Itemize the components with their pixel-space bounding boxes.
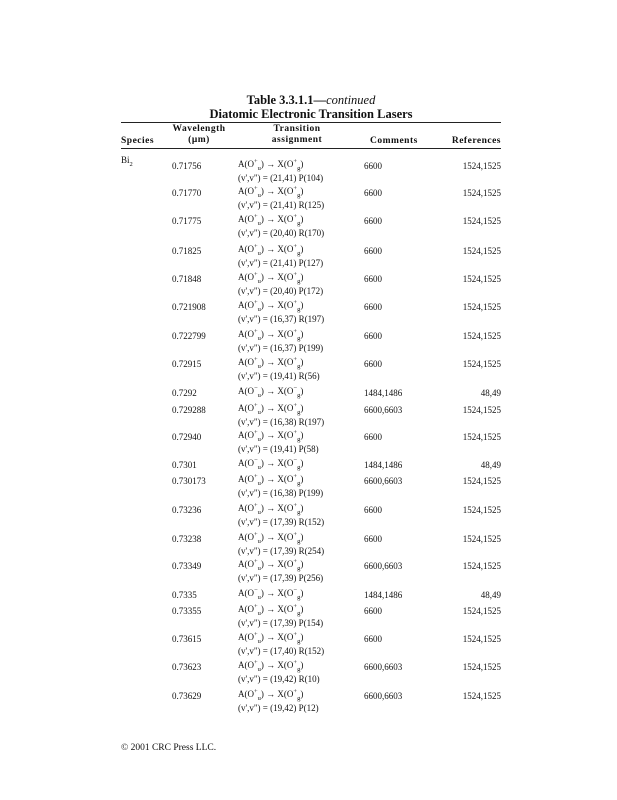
references-cell: 48,49: [480, 388, 501, 398]
arrow-icon: →: [263, 186, 278, 196]
footer-copyright: © 2001 CRC Press LLC.: [121, 743, 217, 753]
transition-cell: [238, 300, 303, 311]
wavelength-cell: 0.7292: [172, 388, 197, 398]
upper-state: $A(O^+_u)$: [238, 402, 264, 416]
arrow-icon: →: [263, 588, 278, 598]
lower-state: $X(O^+_g)$: [277, 429, 304, 443]
continued-label: continued: [326, 93, 376, 107]
vibrational-assignment: (v',v") = (21,41) P(104): [238, 173, 324, 183]
transition-cell: [238, 632, 303, 643]
table-subtitle: Diatomic Electronic Transition Lasers: [209, 107, 413, 121]
references-cell: 48,49: [480, 460, 501, 470]
vibrational-assignment: (v',v") = (17,39) R(254): [238, 546, 325, 556]
arrow-icon: →: [263, 244, 278, 254]
wavelength-cell: 0.71775: [172, 216, 202, 226]
vibrational-assignment: (v',v") = (16,37) R(197): [238, 314, 325, 324]
transition-cell: [238, 186, 303, 197]
vibrational-assignment: (v',v") = (17,39) P(256): [238, 573, 324, 583]
wavelength-cell: 0.730173: [172, 476, 206, 486]
upper-state: $A(O^+_u)$: [238, 473, 264, 487]
wavelength-cell: 0.7301: [172, 460, 197, 470]
lower-state: $X(O^+_g)$: [277, 213, 304, 227]
wavelength-cell: 0.721908: [172, 302, 206, 312]
lower-state: $X(O^-_g)$: [277, 457, 304, 471]
wavelength-cell: 0.73629: [172, 691, 202, 701]
vibrational-assignment: (v',v") = (17,39) R(152): [238, 517, 325, 527]
lower-state: $X(O^+_g)$: [277, 271, 304, 285]
upper-state: $A(O^+_u)$: [238, 631, 264, 645]
references-cell: 1524,1525: [462, 246, 501, 256]
arrow-icon: →: [263, 403, 278, 413]
lower-state: $X(O^+_g)$: [277, 473, 304, 487]
arrow-icon: →: [263, 386, 278, 396]
comments-cell: 6600: [364, 505, 382, 515]
transition-cell: [238, 357, 303, 368]
references-cell: 1524,1525: [462, 161, 501, 171]
transition-cell: [238, 660, 303, 671]
wavelength-cell: 0.73238: [172, 534, 202, 544]
comments-cell: 6600: [364, 634, 382, 644]
comments-cell: 6600: [364, 606, 382, 616]
header-rule: [121, 148, 501, 149]
header-species: Species: [121, 136, 155, 146]
references-cell: 1524,1525: [462, 302, 501, 312]
wavelength-cell: 0.7335: [172, 590, 197, 600]
lower-state: $X(O^+_g)$: [277, 328, 304, 342]
wavelength-cell: 0.71756: [172, 161, 202, 171]
comments-cell: 6600,6603: [364, 691, 403, 701]
references-cell: 1524,1525: [462, 505, 501, 515]
arrow-icon: →: [263, 357, 278, 367]
arrow-icon: →: [263, 214, 278, 224]
table-title: [121, 94, 501, 107]
upper-state: $A(O^+_u)$: [238, 429, 264, 443]
wavelength-cell: 0.73615: [172, 634, 202, 644]
arrow-icon: →: [263, 604, 278, 614]
references-cell: 1524,1525: [462, 662, 501, 672]
comments-cell: 6600: [364, 331, 382, 341]
vibrational-assignment: (v',v") = (17,40) R(152): [238, 646, 325, 656]
upper-state: $A(O^+_u)$: [238, 356, 264, 370]
wavelength-cell: 0.729288: [172, 405, 206, 415]
transition-cell: [238, 214, 303, 225]
upper-state: $A(O^+_u)$: [238, 502, 264, 516]
arrow-icon: →: [263, 660, 278, 670]
comments-cell: 6600,6603: [364, 405, 403, 415]
header-wavelength-line2: (μm): [188, 135, 210, 145]
transition-cell: [238, 430, 303, 441]
lower-state: $X(O^+_g)$: [277, 158, 304, 172]
lower-state: $X(O^-_g)$: [277, 587, 304, 601]
arrow-icon: →: [263, 503, 278, 513]
header-transition-line1: Transition: [273, 124, 321, 134]
table-number: Table 3.3.1.1—: [246, 93, 327, 107]
references-cell: 1524,1525: [462, 691, 501, 701]
references-cell: 1524,1525: [462, 634, 501, 644]
comments-cell: 1484,1486: [364, 388, 403, 398]
transition-cell: [238, 386, 303, 397]
lower-state: $X(O^+_g)$: [277, 502, 304, 516]
transition-cell: [238, 403, 303, 414]
upper-state: $A(O^-_u)$: [238, 457, 264, 471]
transition-cell: [238, 689, 303, 700]
wavelength-cell: 0.73236: [172, 505, 202, 515]
wavelength-cell: 0.73355: [172, 606, 202, 616]
lower-state: $X(O^-_g)$: [277, 385, 304, 399]
vibrational-assignment: (v',v") = (19,42) P(12): [238, 703, 319, 713]
upper-state: $A(O^+_u)$: [238, 158, 264, 172]
comments-cell: 6600,6603: [364, 662, 403, 672]
vibrational-assignment: (v',v") = (20,40) P(172): [238, 286, 324, 296]
comments-cell: 6600: [364, 534, 382, 544]
references-cell: 1524,1525: [462, 331, 501, 341]
transition-cell: [238, 604, 303, 615]
header-comments: Comments: [370, 136, 418, 146]
upper-state: $A(O^+_u)$: [238, 328, 264, 342]
comments-cell: 6600: [364, 188, 382, 198]
references-cell: 1524,1525: [462, 359, 501, 369]
vibrational-assignment: (v',v") = (19,42) R(10): [238, 674, 320, 684]
lower-state: $X(O^+_g)$: [277, 299, 304, 313]
transition-cell: [238, 244, 303, 255]
arrow-icon: →: [263, 300, 278, 310]
transition-cell: [238, 588, 303, 599]
lower-state: $X(O^+_g)$: [277, 688, 304, 702]
arrow-icon: →: [263, 329, 278, 339]
transition-cell: [238, 532, 303, 543]
upper-state: $A(O^+_u)$: [238, 659, 264, 673]
transition-cell: [238, 329, 303, 340]
vibrational-assignment: (v',v") = (21,41) P(127): [238, 258, 324, 268]
transition-cell: [238, 159, 303, 170]
upper-state: $A(O^-_u)$: [238, 385, 264, 399]
upper-state: $A(O^+_u)$: [238, 185, 264, 199]
upper-state: $A(O^+_u)$: [238, 243, 264, 257]
upper-state: $A(O^+_u)$: [238, 558, 264, 572]
lower-state: $X(O^+_g)$: [277, 659, 304, 673]
vibrational-assignment: (v',v") = (19,41) P(58): [238, 444, 319, 454]
transition-cell: [238, 559, 303, 570]
comments-cell: 6600: [364, 216, 382, 226]
comments-cell: 1484,1486: [364, 590, 403, 600]
top-rule: [121, 122, 501, 123]
wavelength-cell: 0.722799: [172, 331, 206, 341]
arrow-icon: →: [263, 430, 278, 440]
lower-state: $X(O^+_g)$: [277, 243, 304, 257]
header-transition-line2: assignment: [271, 135, 323, 145]
wavelength-cell: 0.73623: [172, 662, 202, 672]
references-cell: 1524,1525: [462, 606, 501, 616]
header-wavelength: [164, 124, 234, 146]
wavelength-cell: 0.72915: [172, 359, 202, 369]
references-cell: 1524,1525: [462, 405, 501, 415]
arrow-icon: →: [263, 159, 278, 169]
references-cell: 1524,1525: [462, 476, 501, 486]
arrow-icon: →: [263, 689, 278, 699]
references-cell: 48,49: [480, 590, 501, 600]
comments-cell: 1484,1486: [364, 460, 403, 470]
transition-cell: [238, 474, 303, 485]
references-cell: 1524,1525: [462, 561, 501, 571]
upper-state: $A(O^+_u)$: [238, 688, 264, 702]
vibrational-assignment: (v',v") = (16,38) P(199): [238, 488, 324, 498]
comments-cell: 6600,6603: [364, 561, 403, 571]
comments-cell: 6600,6603: [364, 476, 403, 486]
lower-state: $X(O^+_g)$: [277, 531, 304, 545]
wavelength-cell: 0.71848: [172, 274, 202, 284]
vibrational-assignment: (v',v") = (17,39) P(154): [238, 618, 324, 628]
arrow-icon: →: [263, 532, 278, 542]
transition-cell: [238, 503, 303, 514]
references-cell: 1524,1525: [462, 188, 501, 198]
arrow-icon: →: [263, 458, 278, 468]
header-wavelength-line1: Wavelength: [172, 124, 226, 134]
vibrational-assignment: (v',v") = (16,38) R(197): [238, 417, 325, 427]
upper-state: $A(O^+_u)$: [238, 271, 264, 285]
comments-cell: 6600: [364, 432, 382, 442]
arrow-icon: →: [263, 632, 278, 642]
comments-cell: 6600: [364, 161, 382, 171]
comments-cell: 6600: [364, 274, 382, 284]
references-cell: 1524,1525: [462, 432, 501, 442]
wavelength-cell: 0.73349: [172, 561, 202, 571]
header-references: References: [451, 136, 501, 146]
references-cell: 1524,1525: [462, 274, 501, 284]
transition-cell: [238, 458, 303, 469]
lower-state: $X(O^+_g)$: [277, 356, 304, 370]
references-cell: 1524,1525: [462, 534, 501, 544]
upper-state: $A(O^+_u)$: [238, 213, 264, 227]
lower-state: $X(O^+_g)$: [277, 631, 304, 645]
species-cell: [121, 155, 133, 166]
comments-cell: 6600: [364, 359, 382, 369]
vibrational-assignment: (v',v") = (16,37) P(199): [238, 343, 324, 353]
species-name: Bi: [121, 155, 130, 165]
species-subscript: 2: [129, 160, 133, 168]
arrow-icon: →: [263, 559, 278, 569]
transition-cell: [238, 272, 303, 283]
wavelength-cell: 0.72940: [172, 432, 202, 442]
lower-state: $X(O^+_g)$: [277, 558, 304, 572]
vibrational-assignment: (v',v") = (19,41) R(56): [238, 371, 320, 381]
lower-state: $X(O^+_g)$: [277, 402, 304, 416]
comments-cell: 6600: [364, 246, 382, 256]
wavelength-cell: 0.71825: [172, 246, 202, 256]
header-transition: [252, 124, 342, 146]
references-cell: 1524,1525: [462, 216, 501, 226]
lower-state: $X(O^+_g)$: [277, 185, 304, 199]
vibrational-assignment: (v',v") = (21,41) R(125): [238, 200, 325, 210]
arrow-icon: →: [263, 474, 278, 484]
upper-state: $A(O^-_u)$: [238, 587, 264, 601]
arrow-icon: →: [263, 272, 278, 282]
lower-state: $X(O^+_g)$: [277, 603, 304, 617]
upper-state: $A(O^+_u)$: [238, 531, 264, 545]
comments-cell: 6600: [364, 302, 382, 312]
wavelength-cell: 0.71770: [172, 188, 202, 198]
vibrational-assignment: (v',v") = (20,40) R(170): [238, 228, 325, 238]
upper-state: $A(O^+_u)$: [238, 299, 264, 313]
upper-state: $A(O^+_u)$: [238, 603, 264, 617]
